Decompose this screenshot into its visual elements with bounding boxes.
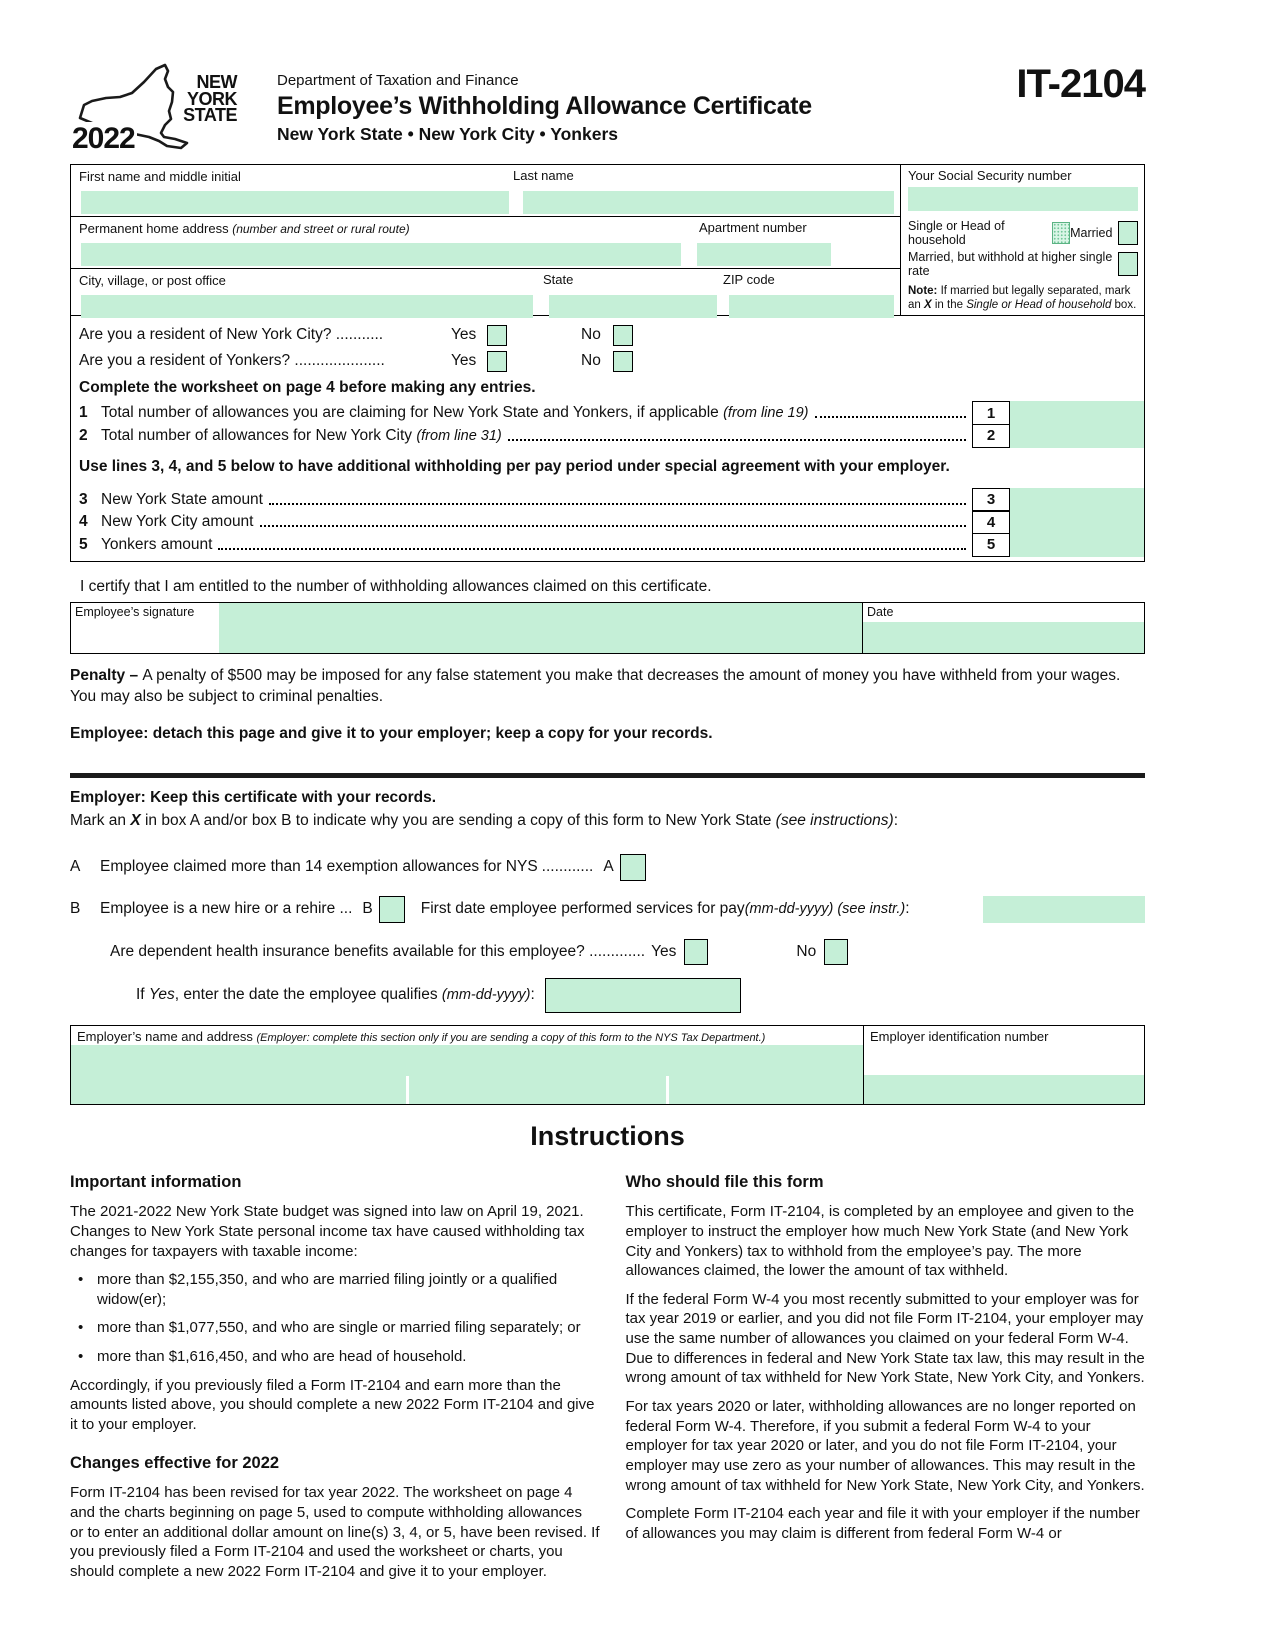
who-should-file-heading: Who should file this form	[625, 1172, 824, 1191]
nyc-resident-question	[71, 322, 1144, 348]
detach-instruction: Employee: detach this page and give it to your employer; keep a copy for your records.	[70, 724, 713, 742]
employer-name-address-field[interactable]	[71, 1045, 863, 1104]
married-higher-rate-label: Married, but withhold at higher single rate	[908, 250, 1113, 278]
last-name-label: Last name	[513, 168, 574, 183]
date-label: Date	[867, 604, 894, 619]
ein-label: Employer identification number	[870, 1028, 1049, 1044]
city-field[interactable]	[81, 295, 533, 318]
no-label: No	[796, 942, 817, 960]
employee-signature-label: Employee’s signature	[75, 604, 195, 619]
line-4-number: 4	[79, 513, 88, 531]
line-2-box-number: 2	[972, 424, 1010, 448]
line-1-box-number: 1	[972, 401, 1010, 425]
line-5-number: 5	[79, 535, 88, 553]
line-3-label: New York State amount	[101, 490, 263, 508]
apartment-field[interactable]	[697, 243, 831, 266]
bullet-text: more than $2,155,350, and who are married filing jointly or a qualified widow(er);	[97, 1271, 558, 1308]
zip-label: ZIP code	[723, 272, 775, 287]
line-3-row	[71, 488, 1144, 512]
separated-note: Note: If married but legally separated, mark an X in the Single or Head of household box.	[908, 285, 1137, 312]
section-divider	[70, 773, 1145, 778]
paragraph: This certificate, Form IT-2104, is completed by an employee and given to the employer to instruct the employer how much New York State (and New York City and Yonkers) tax to withhold from the employee’s pay. The more allowances claimed, the lower the amount of tax withheld.	[625, 1203, 1135, 1280]
instructions-columns	[70, 1162, 1155, 1582]
married-higher-rate-checkbox[interactable]	[1118, 252, 1138, 276]
header-titles	[245, 58, 1016, 158]
filing-status-block	[908, 219, 1138, 313]
line-2-row	[71, 424, 1144, 448]
changes-2022-heading: Changes effective for 2022	[70, 1453, 280, 1472]
box-b-letter: B	[70, 900, 81, 918]
employer-keep-heading: Employer: Keep this certificate with your records.	[70, 788, 437, 806]
certification-statement: I certify that I am entitled to the number of withholding allowances claimed on this certificate.	[80, 577, 712, 595]
instructions-right-column	[626, 1162, 1156, 1582]
zip-field[interactable]	[729, 295, 894, 318]
logo-text	[183, 74, 237, 124]
bullet-item	[70, 1270, 600, 1309]
date-cell	[862, 603, 1144, 653]
line-1-row	[71, 401, 1144, 425]
dotted-leader	[508, 439, 966, 441]
penalty-paragraph: Penalty – A penalty of $500 may be imposed for any false statement you make that decreases the amount of money you have withheld from your wages. You may also be subject to criminal penalties.	[70, 666, 1121, 705]
nys-logo	[70, 58, 245, 158]
bullet-marker: •	[78, 1271, 84, 1289]
paragraph: Accordingly, if you previously filed a Form IT-2104 and earn more than the amounts listed above, you should complete a new 2022 Form IT-2104 and give it to your employer.	[70, 1376, 595, 1434]
ssn-field[interactable]	[908, 187, 1138, 211]
logo-line-1: NEW	[196, 72, 237, 92]
married-label: Married	[1070, 226, 1113, 240]
employee-signature-field[interactable]	[219, 603, 862, 653]
instructions-title: Instructions	[530, 1120, 685, 1151]
ein-field[interactable]	[864, 1075, 1144, 1104]
line-4-row	[71, 510, 1144, 534]
first-name-label: First name and middle initial	[79, 169, 241, 184]
box-a-label: Employee claimed more than 14 exemption allowances for NYS	[100, 858, 538, 876]
qualify-date-label: If Yes, enter the date the employee qualifies (mm-dd-yyyy):	[136, 986, 535, 1004]
box-b-label: Employee is a new hire or a rehire ...	[100, 900, 353, 918]
health-benefits-row	[70, 939, 1145, 965]
bullet-text: more than $1,616,450, and who are head of household.	[97, 1348, 467, 1366]
important-information-heading: Important information	[70, 1172, 242, 1191]
city-label: City, village, or post office	[79, 273, 226, 288]
qualify-date-field[interactable]	[545, 978, 741, 1013]
line-4-label: New York City amount	[101, 513, 254, 531]
form-title: Employee’s Withholding Allowance Certificate	[277, 92, 812, 120]
logo-year: 2022	[72, 122, 135, 155]
bullet-marker: •	[78, 1319, 84, 1337]
dotted-leader	[218, 548, 966, 550]
signature-box	[70, 602, 1145, 654]
first-name-field[interactable]	[81, 191, 509, 214]
city-row	[71, 269, 900, 315]
line-1-value-field[interactable]	[1010, 401, 1144, 425]
nyc-resident-yes-checkbox[interactable]	[487, 325, 507, 346]
form-number: IT-2104	[1016, 62, 1145, 106]
yonkers-resident-no-checkbox[interactable]	[613, 351, 633, 372]
home-address-label: Permanent home address (number and street or rural route)	[79, 221, 410, 236]
box-b-row	[70, 896, 1145, 923]
logo-line-2: YORK	[186, 88, 237, 109]
line-2-label: Total number of allowances for New York City (from line 31)	[101, 426, 502, 444]
yonkers-resident-yes-checkbox[interactable]	[487, 351, 507, 372]
worksheet-heading: Complete the worksheet on page 4 before making any entries.	[79, 379, 536, 396]
box-a-dots: ............	[541, 858, 594, 876]
apartment-label: Apartment number	[699, 220, 807, 235]
taxpayer-info-box	[70, 164, 1145, 562]
paragraph: The 2021-2022 New York State budget was signed into law on April 19, 2021. Changes to New York State personal income tax have caused withholding tax changes for taxpayers with taxable income:	[70, 1203, 585, 1260]
dotted-leader	[269, 503, 966, 505]
last-name-field[interactable]	[523, 191, 894, 214]
state-field[interactable]	[549, 295, 717, 318]
line-5-value-field[interactable]	[1010, 533, 1144, 557]
paragraph: Complete Form IT-2104 each year and file it with your employer if the number of allowances you may claim is different from federal Form W-4 or	[625, 1505, 1140, 1542]
paragraph: If the federal Form W-4 you most recently submitted to your employer was for tax year 2019 or earlier, and you did not file Form IT-2104, your employer may use the same number of allowances you claimed on your federal Form W-4. Due to differences in federal and New York State tax law, this may result in the wrong amount of tax withheld for New York State, New York City, and Yonkers.	[625, 1290, 1145, 1387]
form-header	[70, 58, 1145, 158]
line-3-box-number: 3	[972, 488, 1010, 512]
single-hoh-label: Single or Head of household	[908, 219, 1005, 247]
yes-label: Yes	[651, 942, 677, 960]
qualify-date-row	[70, 978, 1145, 1013]
employer-name-label: Employer’s name and address (Employer: complete this section only if you are sending a copy of this form to the NYS Tax Department.)	[77, 1028, 766, 1044]
bullet-marker: •	[78, 1348, 84, 1366]
line-5-box-number: 5	[972, 533, 1010, 557]
line-5-label: Yonkers amount	[101, 535, 213, 553]
line-3-value-field[interactable]	[1010, 488, 1144, 512]
employer-info-box	[70, 1025, 1145, 1105]
line-3-number: 3	[79, 490, 88, 508]
single-hoh-checkbox[interactable]	[1052, 222, 1070, 244]
box-b-checkbox[interactable]	[379, 896, 405, 923]
bullet-text: more than $1,077,550, and who are single or married filing separately; or	[97, 1319, 581, 1337]
ein-cell	[864, 1026, 1144, 1104]
box-a-marker: A	[603, 858, 614, 876]
form-subtitle: New York State • New York City • Yonkers	[277, 124, 618, 144]
box-a-checkbox[interactable]	[620, 854, 646, 881]
bullet-item	[70, 1318, 600, 1338]
box-b-marker: B	[362, 900, 373, 918]
no-label: No	[581, 352, 601, 369]
line-2-value-field[interactable]	[1010, 424, 1144, 448]
identity-left-column	[71, 165, 901, 315]
paragraph: For tax years 2020 or later, withholding allowances are no longer reported on federal Form W-4. Therefore, if you submit a federal Form W-4 to your employer for tax year 2020 or later, and you do not file Form IT-2104, your employer may use zero as your number of allowances. This may result in the wrong amount of tax withheld for New York State, New York City, and Yonkers.	[625, 1398, 1145, 1494]
department-line: Department of Taxation and Finance	[277, 72, 519, 89]
special-agreement-heading: Use lines 3, 4, and 5 below to have additional withholding per pay period under special agreement with your employer.	[79, 457, 950, 475]
yonkers-resident-label: Are you a resident of Yonkers? .....................	[79, 352, 385, 369]
state-label: State	[543, 272, 574, 287]
yes-label: Yes	[451, 326, 477, 343]
first-date-colon: :	[905, 900, 910, 918]
ssn-label: Your Social Security number	[908, 168, 1072, 183]
yes-label: Yes	[451, 352, 477, 369]
nyc-resident-label: Are you a resident of New York City? ...........	[79, 326, 384, 343]
first-date-services-field[interactable]	[983, 896, 1145, 923]
line-5-row	[71, 533, 1144, 557]
field-divider	[406, 1076, 409, 1104]
health-benefits-label: Are dependent health insurance benefits available for this employee? .............	[110, 942, 646, 960]
line-1-label: Total number of allowances you are claiming for New York State and Yonkers, if applicable (from line 19)	[101, 404, 809, 421]
nyc-resident-no-checkbox[interactable]	[613, 325, 633, 346]
employer-name-cell	[71, 1026, 864, 1104]
allowances-section	[71, 315, 1144, 561]
mark-instruction: Mark an X in box A and/or box B to indicate why you are sending a copy of this form to New York State (see instructions):	[70, 811, 898, 829]
instructions-left-column	[70, 1162, 600, 1582]
first-date-format-note: (mm-dd-yyyy) (see instr.)	[744, 901, 906, 918]
ssn-status-column	[901, 165, 1144, 315]
health-benefits-yes-checkbox[interactable]	[684, 939, 708, 965]
name-row	[71, 165, 900, 217]
health-benefits-no-checkbox[interactable]	[824, 939, 848, 965]
line-1-number: 1	[79, 404, 88, 421]
no-label: No	[581, 326, 601, 343]
box-a-letter: A	[70, 858, 81, 876]
date-field[interactable]	[863, 622, 1144, 653]
dotted-leader	[815, 416, 966, 418]
address-row	[71, 217, 900, 269]
dotted-leader	[260, 525, 967, 527]
line-4-value-field[interactable]	[1010, 510, 1144, 534]
logo-line-3: STATE	[183, 105, 237, 126]
field-divider	[666, 1076, 669, 1104]
box-a-row	[70, 854, 1145, 881]
bullet-item	[70, 1347, 600, 1367]
yonkers-resident-question	[71, 348, 1144, 374]
married-checkbox[interactable]	[1118, 221, 1138, 245]
line-2-number: 2	[79, 426, 88, 444]
home-address-field[interactable]	[81, 243, 681, 266]
first-date-label: First date employee performed services for pay	[420, 900, 745, 918]
line-4-box-number: 4	[972, 510, 1010, 534]
paragraph: Form IT-2104 has been revised for tax year 2022. The worksheet on page 4 and the charts beginning on page 5, used to compute withholding allowances or to enter an additional dollar amount on line(s) 3, 4, or 5, have been revised. If you previously filed a Form IT-2104 and used the worksheet or charts, you should complete a new 2022 Form IT-2104 and give it to your employer.	[70, 1484, 600, 1580]
